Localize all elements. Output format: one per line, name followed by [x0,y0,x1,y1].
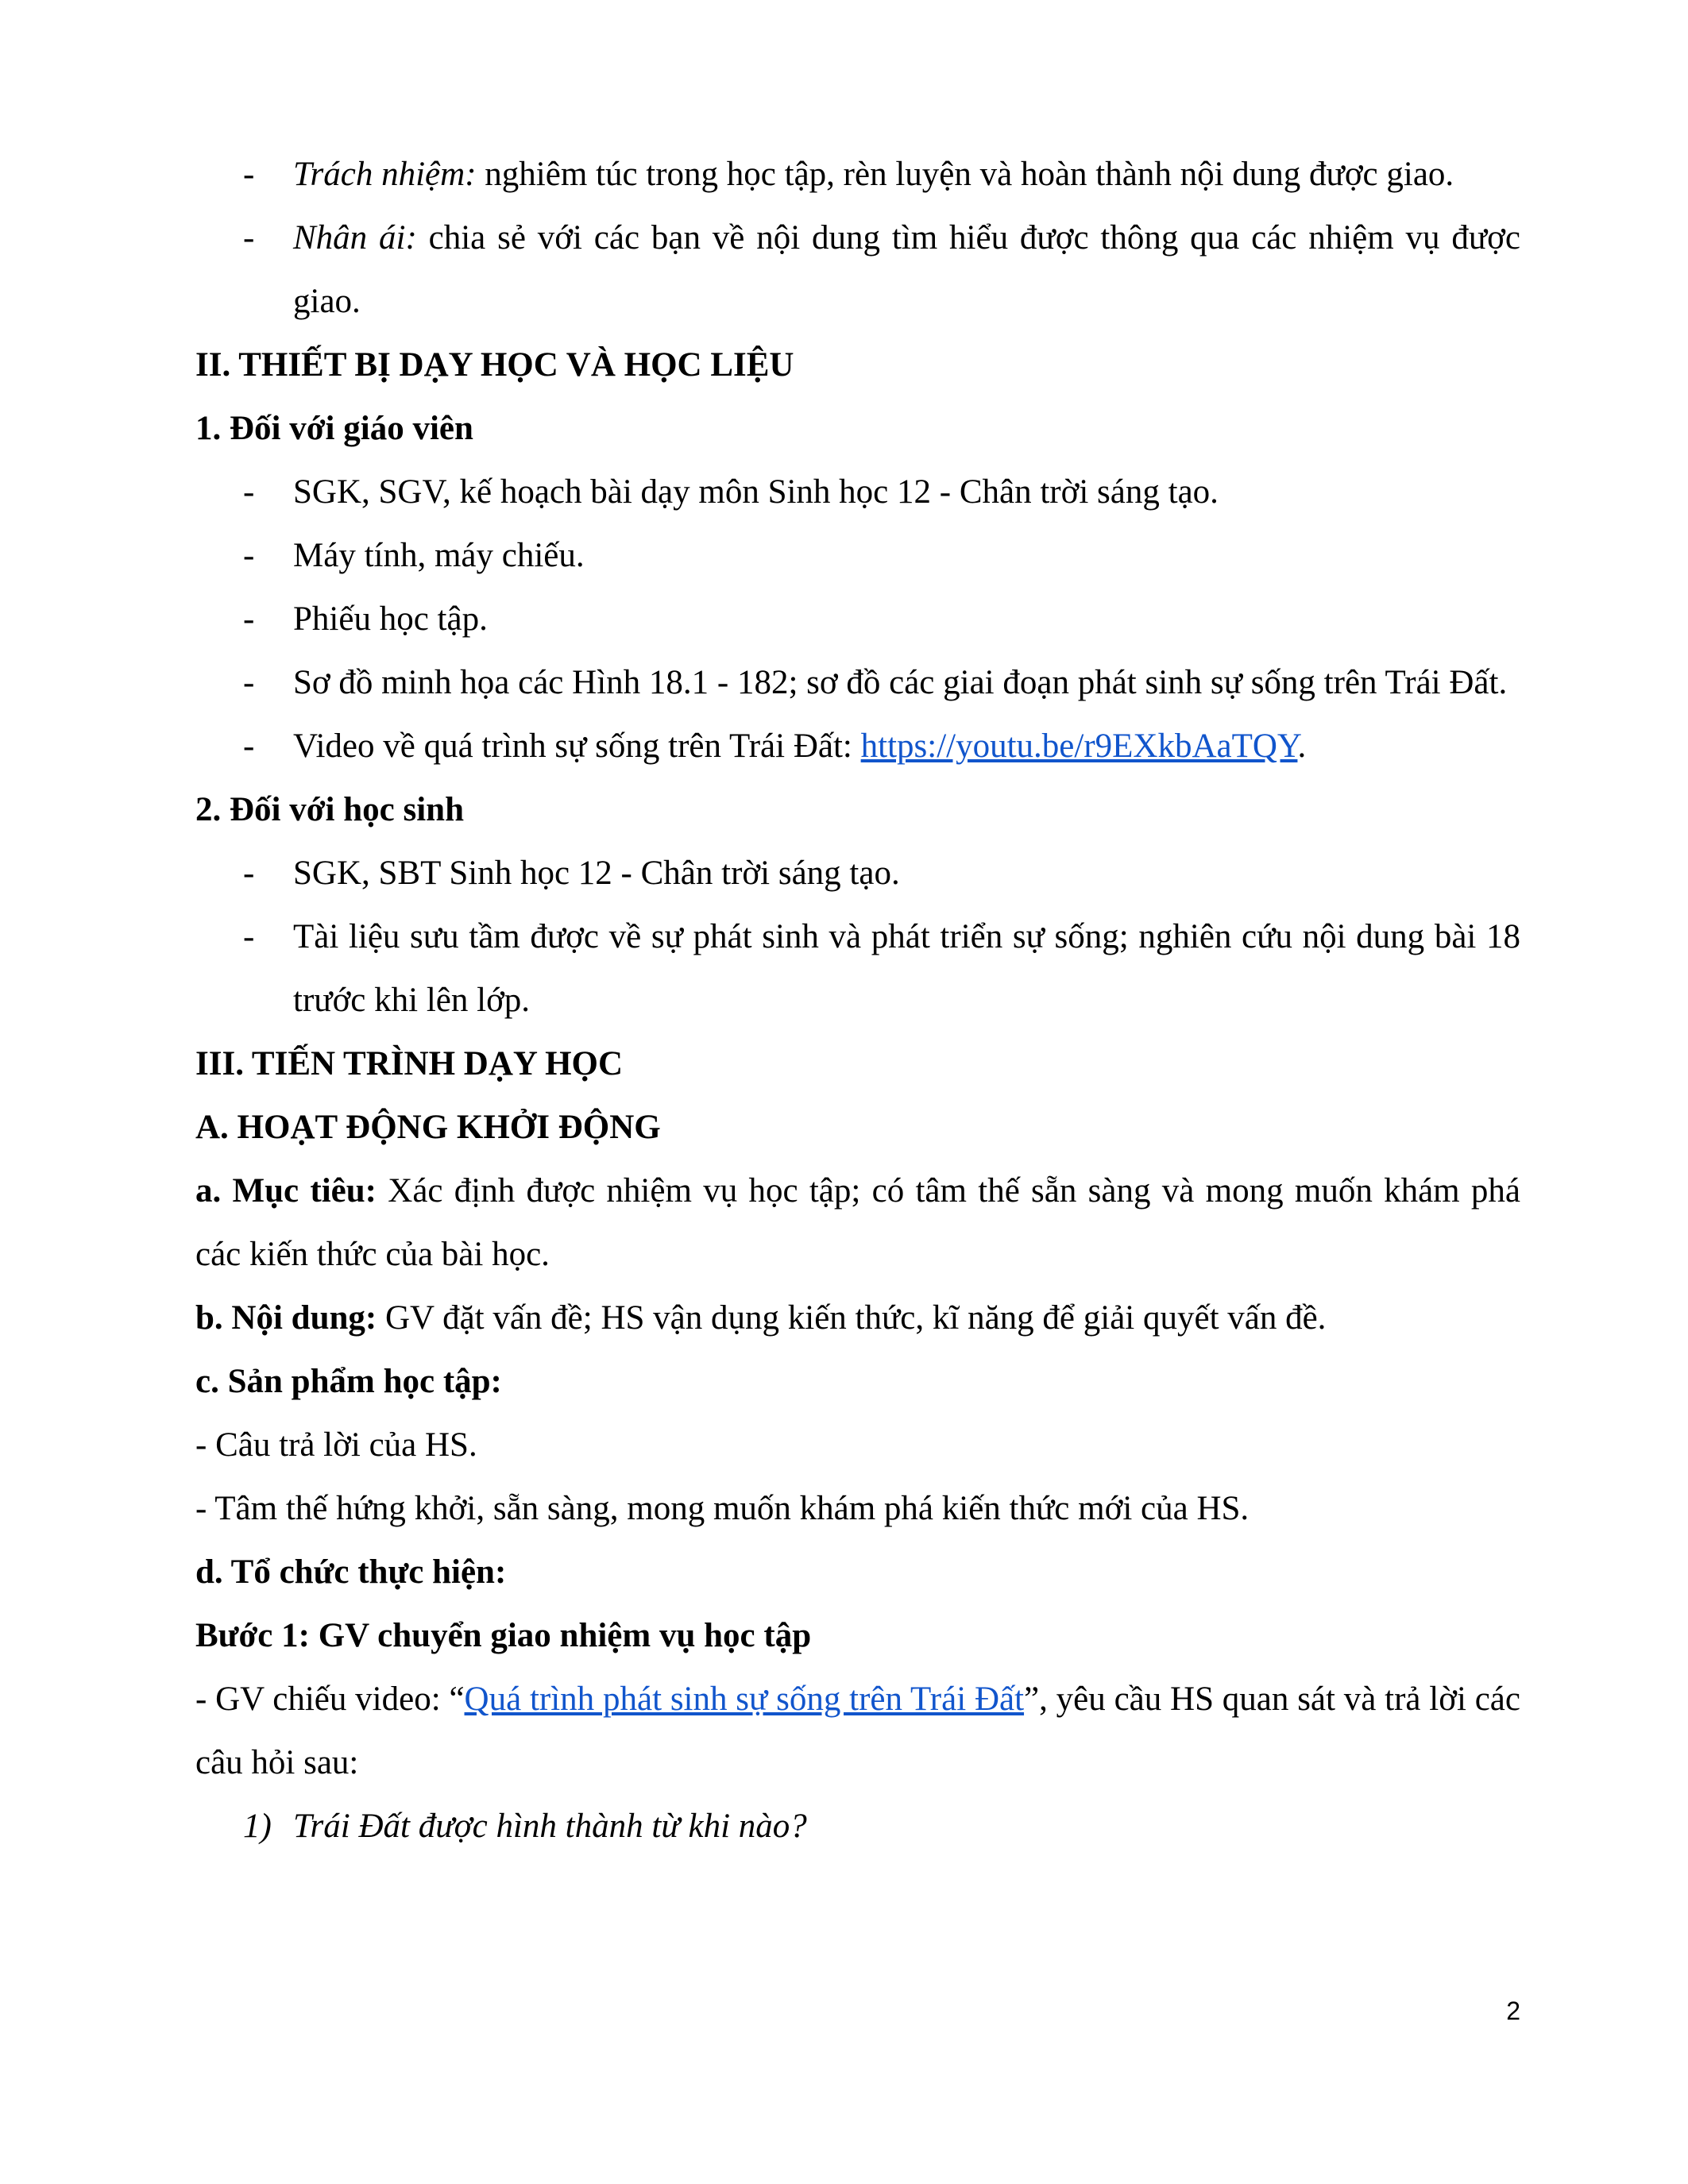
list-item-text: Sơ đồ minh họa các Hình 18.1 - 182; sơ đồ các giai đoạn phát sinh sự sống trên Trái Đất. [293,664,1508,701]
responsibility-text: nghiêm túc trong học tập, rèn luyện và hoàn thành nội dung được giao. [476,156,1454,193]
goal-label: a. Mục tiêu: [195,1172,377,1210]
bullet-dash: - [243,156,255,193]
product-heading: c. Sản phẩm học tập: [195,1363,502,1400]
product-item: - Tâm thế hứng khởi, sẵn sàng, mong muốn khám phá kiến thức mới của HS. [195,1490,1250,1527]
bullet-dash: - [243,727,255,765]
step1-paragraph [195,1668,1520,1795]
list-item-text: Tài liệu sưu tầm được về sự phát sinh và phát triển sự sống; nghiên cứu nội dung bài 18 trước khi lên lớp. [293,918,1520,1019]
bullet-dash: - [243,219,255,257]
page-number: 2 [1506,1997,1520,2025]
compassion-label: Nhân ái: [293,219,417,257]
goal-paragraph [195,1160,1520,1287]
organization-heading: d. Tổ chức thực hiện: [195,1553,507,1591]
list-item [195,461,1520,524]
list-item [195,524,1520,588]
question-text: Trái Đất được hình thành từ khi nào? [293,1808,807,1845]
bullet-dash: - [243,600,255,638]
subsection-heading: 2. Đối với học sinh [195,791,465,828]
list-item [195,588,1520,651]
list-item-text: SGK, SGV, kế hoạch bài dạy môn Sinh học 12 - Chân trời sáng tạo. [293,473,1219,511]
list-item-text: Phiếu học tập. [293,600,488,638]
section-heading: III. TIẾN TRÌNH DẠY HỌC [195,1045,624,1082]
bullet-dash: - [243,537,255,574]
list-item-end: . [1297,727,1307,765]
step1-text-after: ”, yêu cầu HS quan sát và trả lời các câu hỏi sau: [195,1680,1520,1781]
compassion-text: chia sẻ với các bạn về nội dung tìm hiểu được thông qua các nhiệm vụ được giao. [293,219,1520,320]
product-item: - Câu trả lời của HS. [195,1426,477,1464]
list-item [195,715,1520,778]
step1-text-before: - GV chiếu video: “ [195,1680,465,1718]
bullet-dash: - [243,473,255,511]
list-item-text: SGK, SBT Sinh học 12 - Chân trời sáng tạo. [293,855,900,892]
page-content [195,143,1520,1858]
question-item [195,1795,1520,1858]
bullet-dash: - [243,918,255,955]
list-item [195,842,1520,905]
list-item-text: Video về quá trình sự sống trên Trái Đất: [293,727,861,765]
list-item [195,206,1520,334]
video-link[interactable]: https://youtu.be/r9EXkbAaTQY [860,727,1298,765]
subsection-heading: 1. Đối với giáo viên [195,410,473,447]
responsibility-label: Trách nhiệm: [293,156,477,193]
list-item-text: Máy tính, máy chiếu. [293,537,585,574]
list-item [195,143,1520,206]
content-paragraph [195,1287,1520,1350]
content-label: b. Nội dung: [195,1299,377,1337]
step-heading: Bước 1: GV chuyển giao nhiệm vụ học tập [195,1617,812,1654]
question-number: 1) [243,1808,272,1845]
bullet-dash: - [243,855,255,892]
list-item [195,905,1520,1032]
video-title-link[interactable]: Quá trình phát sinh sự sống trên Trái Đất [464,1680,1025,1718]
content-text: GV đặt vấn đề; HS vận dụng kiến thức, kĩ năng để giải quyết vấn đề. [377,1299,1327,1337]
subsection-heading: A. HOẠT ĐỘNG KHỞI ĐỘNG [195,1109,661,1146]
list-item [195,651,1520,715]
section-heading: II. THIẾT BỊ DẠY HỌC VÀ HỌC LIỆU [195,346,794,384]
bullet-dash: - [243,664,255,701]
goal-text: Xác định được nhiệm vụ học tập; có tâm thế sẵn sàng và mong muốn khám phá các kiến thức của bài học. [195,1172,1520,1273]
